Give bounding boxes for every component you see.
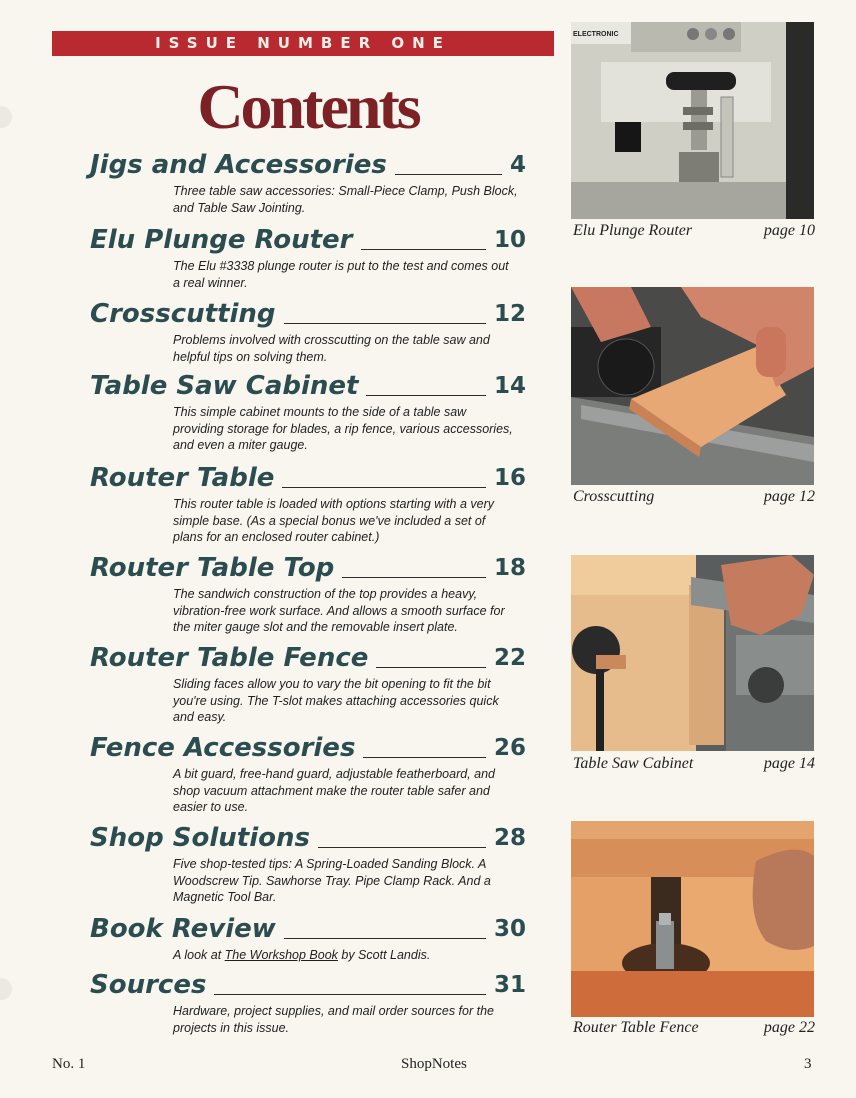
toc-entry-title: Shop Solutions xyxy=(90,823,310,853)
toc-page-number: 26 xyxy=(493,735,526,761)
toc-page-number: 14 xyxy=(493,373,526,399)
toc-entry-fence[interactable] xyxy=(90,643,526,726)
toc-entry-description: Hardware, project supplies, and mail order sources for the projects in this issue. xyxy=(173,1004,494,1035)
toc-entry-title: Elu Plunge Router xyxy=(90,225,353,255)
toc-entry-description: Problems involved with crosscutting on the table saw and helpful tips on solving them. xyxy=(173,333,490,364)
footer-magazine-name: ShopNotes xyxy=(401,1056,467,1072)
caption-router-table-fence: Router Table Fence page 22 xyxy=(573,1019,815,1036)
toc-page-number: 18 xyxy=(493,555,526,581)
toc-entry-table-top[interactable] xyxy=(90,553,526,636)
toc-entry-title: Sources xyxy=(90,970,207,1000)
toc-page-number: 10 xyxy=(493,227,526,253)
toc-entry-jigs[interactable] xyxy=(90,150,526,216)
leader-rule xyxy=(376,667,486,668)
toc-entry-title: Book Review xyxy=(90,914,276,944)
footer-issue: No. 1 xyxy=(52,1056,86,1072)
toc-page-number: 30 xyxy=(493,916,526,942)
toc-entry-title: Router Table Fence xyxy=(90,643,369,673)
photo-crosscutting xyxy=(571,287,814,485)
toc-entry-shop-solutions[interactable] xyxy=(90,823,526,906)
leader-rule xyxy=(282,487,486,488)
toc-entry-sources[interactable] xyxy=(90,970,526,1036)
binder-hole xyxy=(0,106,12,128)
toc-entry-router-table[interactable] xyxy=(90,463,526,546)
leader-rule xyxy=(366,395,486,396)
caption-elu: Elu Plunge Router page 10 xyxy=(573,222,815,239)
page-title: Contents xyxy=(197,71,419,142)
toc-entry-title: Router Table xyxy=(90,463,275,493)
leader-rule xyxy=(284,323,486,324)
toc-page-number: 12 xyxy=(493,301,526,327)
toc-entry-description: This router table is loaded with options starting with a very simple base. (As a special bonus we've included a set of plans for an enclosed router cabinet.) xyxy=(173,497,494,544)
book-title-link: The Workshop Book xyxy=(224,948,338,962)
photo-router-table-fence xyxy=(571,821,814,1017)
toc-entry-title: Crosscutting xyxy=(90,299,276,329)
toc-entry-book-review[interactable] xyxy=(90,914,526,964)
toc-page-number: 28 xyxy=(493,825,526,851)
toc-entry-description: A look at The Workshop Book by Scott Landis. xyxy=(173,948,431,962)
leader-rule xyxy=(214,994,486,995)
toc-page-number: 31 xyxy=(493,972,526,998)
binder-hole xyxy=(0,978,12,1000)
toc-entry-title: Jigs and Accessories xyxy=(90,150,387,180)
toc-entry-elu[interactable] xyxy=(90,225,526,291)
footer-page-number: 3 xyxy=(804,1056,812,1072)
leader-rule xyxy=(395,174,502,175)
toc-entry-description: Five shop-tested tips: A Spring-Loaded Sanding Block. A Woodscrew Tip. Sawhorse Tray. Pipe Clamp Rack. And a Magnetic Tool Bar. xyxy=(173,857,491,904)
toc-entry-title: Fence Accessories xyxy=(90,733,356,763)
toc-entry-crosscutting[interactable] xyxy=(90,299,526,365)
toc-page-number: 16 xyxy=(493,465,526,491)
photo-table-saw-cabinet xyxy=(571,555,814,751)
leader-rule xyxy=(361,249,486,250)
toc-page-number: 4 xyxy=(509,152,526,178)
toc-entry-fence-accessories[interactable] xyxy=(90,733,526,816)
leader-rule xyxy=(363,757,486,758)
leader-rule xyxy=(284,938,486,939)
leader-rule xyxy=(318,847,486,848)
caption-table-saw-cabinet: Table Saw Cabinet page 14 xyxy=(573,755,815,772)
toc-entry-description: Three table saw accessories: Small-Piece Clamp, Push Block, and Table Saw Jointing. xyxy=(173,184,518,215)
caption-crosscutting: Crosscutting page 12 xyxy=(573,488,815,505)
toc-entry-description: The Elu #3338 plunge router is put to the test and comes out a real winner. xyxy=(173,259,509,290)
toc-entry-description: The sandwich construction of the top provides a heavy, vibration-free work surface. And allows a smooth surface for the miter gauge slot and the removable insert plate. xyxy=(173,587,505,634)
toc-entry-title: Router Table Top xyxy=(90,553,335,583)
toc-entry-cabinet[interactable] xyxy=(90,371,526,454)
toc-page-number: 22 xyxy=(493,645,526,671)
photo-elu-plunge-router xyxy=(571,22,814,219)
toc-entry-description: This simple cabinet mounts to the side of a table saw providing storage for blades, a rip fence, various accessories, and even a miter gauge. xyxy=(173,405,513,452)
router-brand-label: ELECTRONIC xyxy=(573,31,619,38)
toc-entry-description: A bit guard, free-hand guard, adjustable featherboard, and shop vacuum attachment make the router table safer and easier to use. xyxy=(173,767,495,814)
leader-rule xyxy=(342,577,486,578)
toc-entry-description: Sliding faces allow you to vary the bit opening to fit the bit you're using. The T-slot makes attaching accessories quick and easy. xyxy=(173,677,499,724)
toc-entry-title: Table Saw Cabinet xyxy=(90,371,359,401)
issue-banner: ISSUE NUMBER ONE xyxy=(52,31,554,56)
